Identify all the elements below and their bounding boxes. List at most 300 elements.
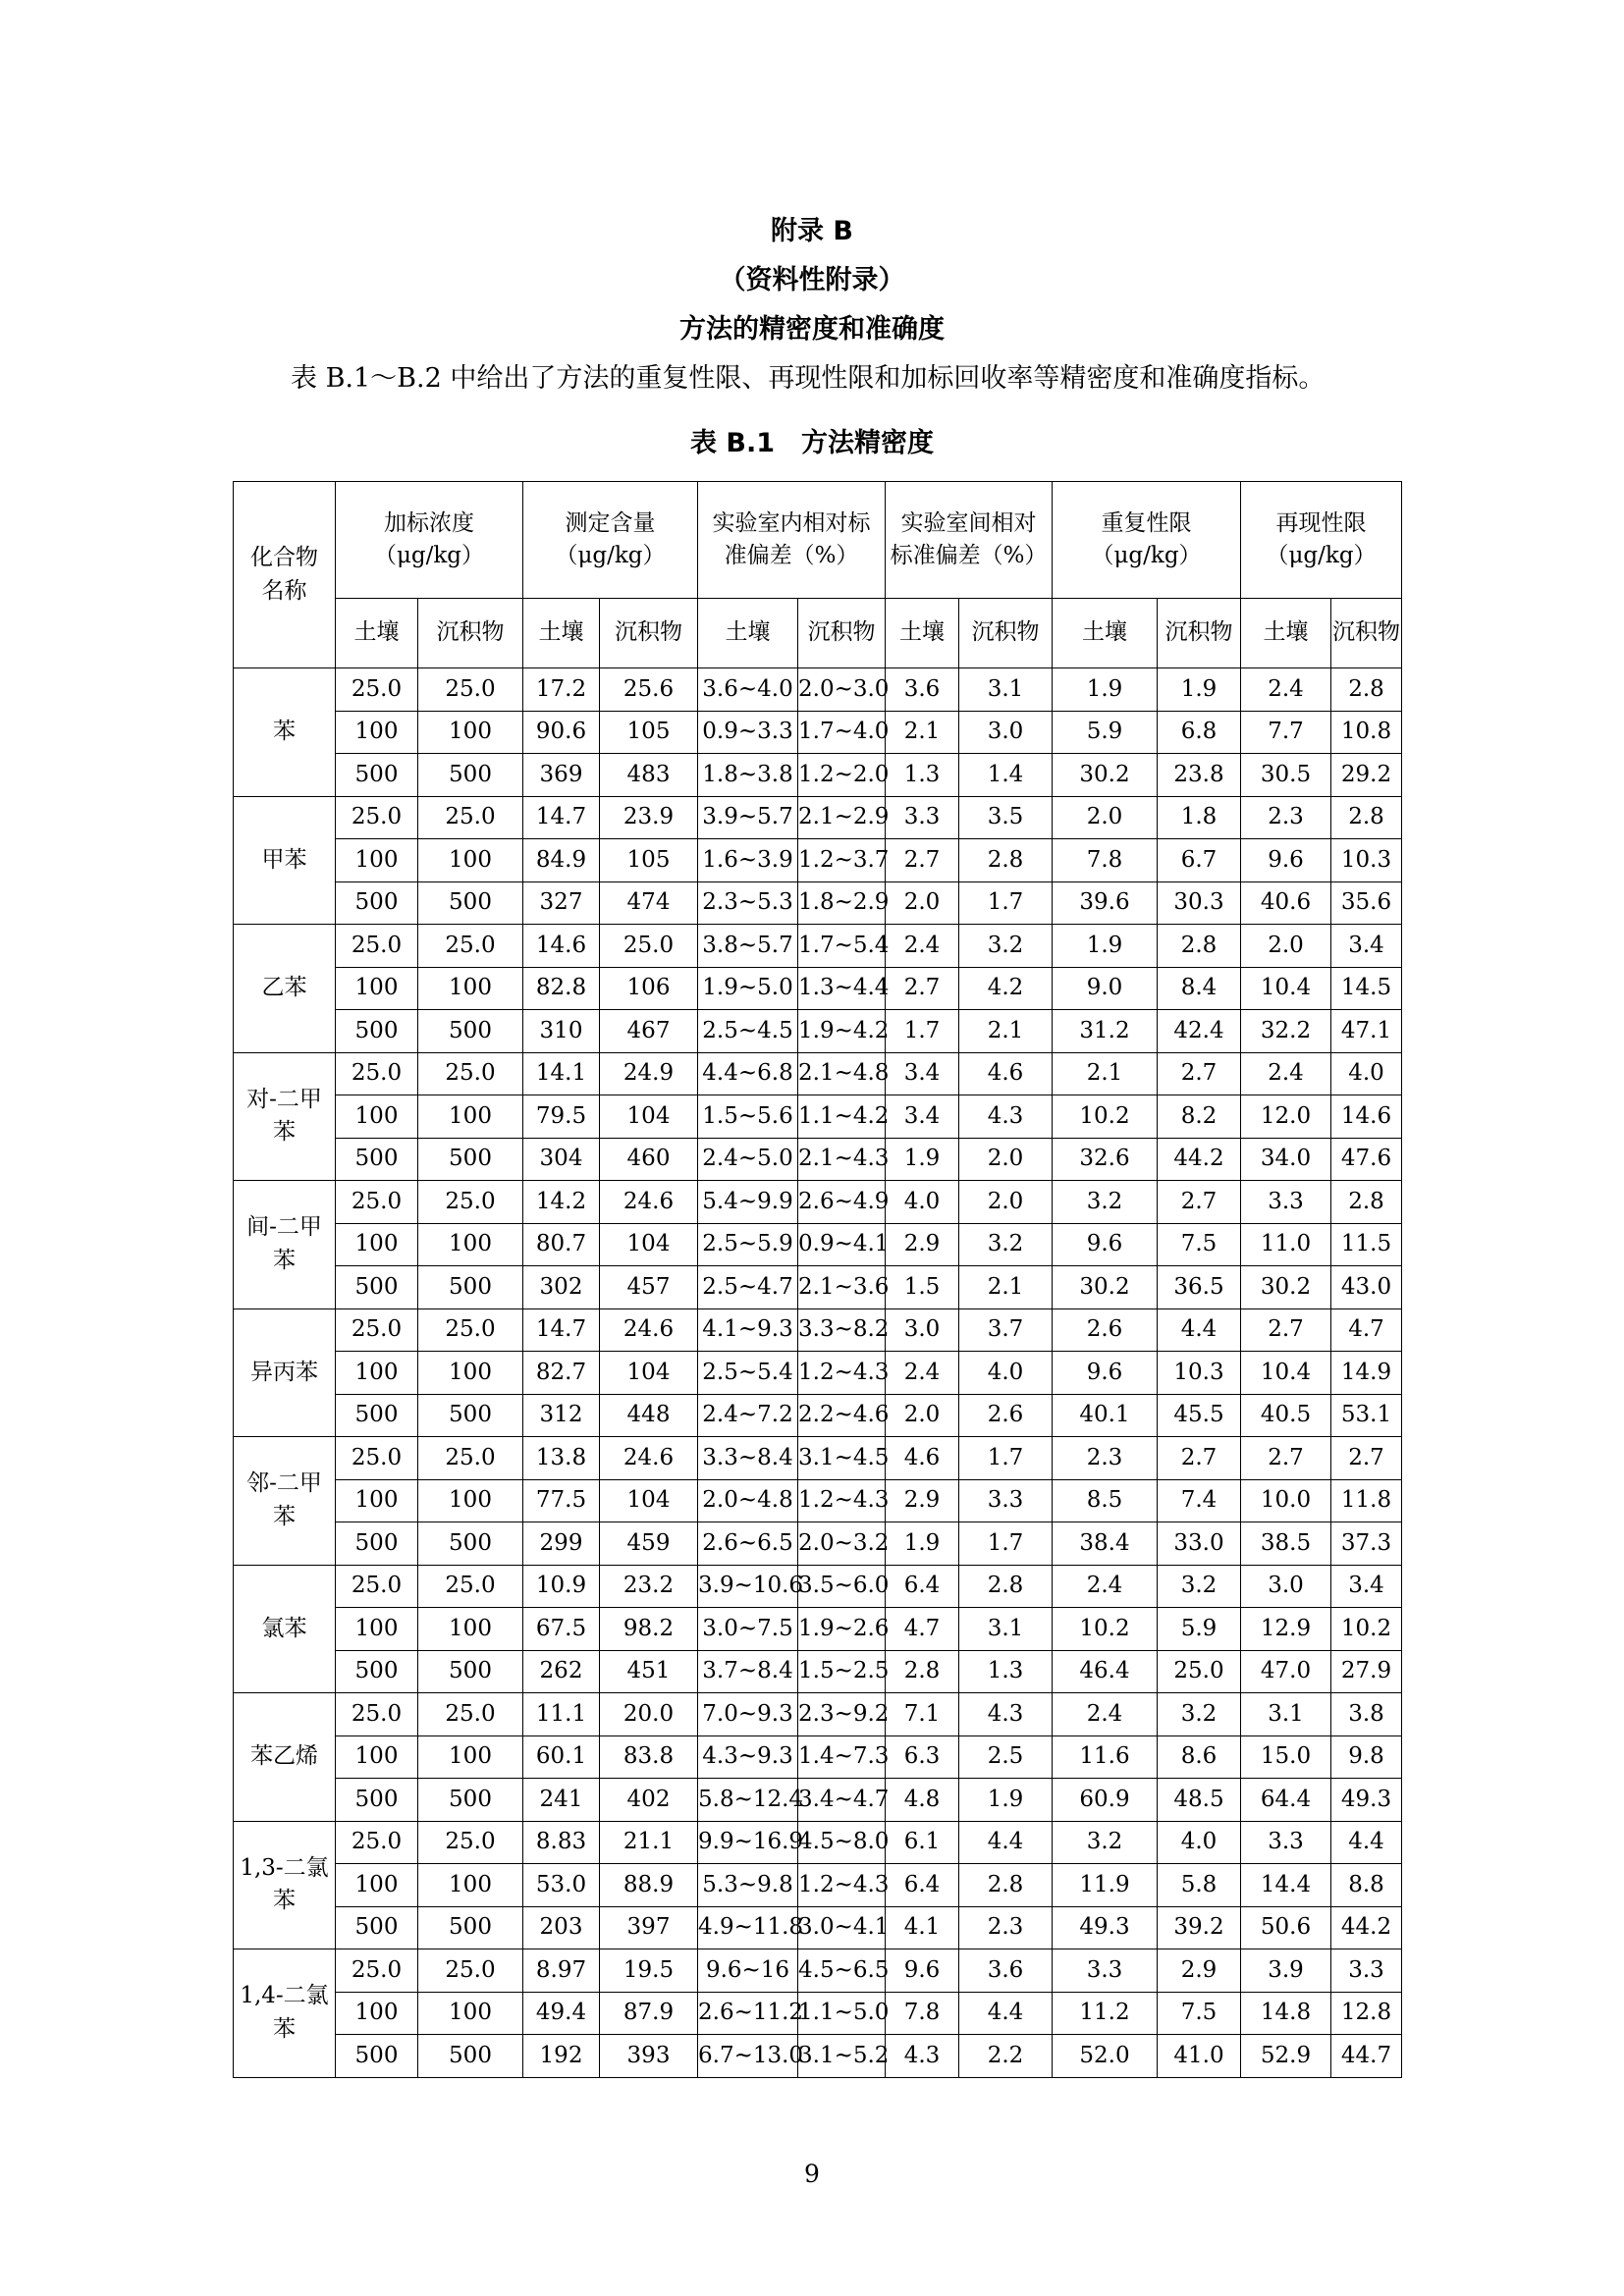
table-cell: 64.4 xyxy=(1241,1779,1331,1822)
table-cell: 3.6 xyxy=(886,668,959,712)
sub-header-cell: 沉积物 xyxy=(959,599,1053,668)
table-row xyxy=(234,1223,1402,1266)
table-cell: 25.0 xyxy=(336,1693,418,1736)
table-cell: 25.0 xyxy=(418,1437,523,1480)
table-cell: 4.2 xyxy=(959,967,1053,1010)
table-cell: 11.2 xyxy=(1053,1992,1158,2035)
table-cell: 402 xyxy=(600,1779,698,1822)
table-cell: 24.6 xyxy=(600,1437,698,1480)
sub-header-row xyxy=(234,599,1402,668)
table-cell: 10.3 xyxy=(1158,1352,1241,1395)
table-row xyxy=(234,668,1402,712)
table-cell: 1.8 xyxy=(1158,796,1241,839)
table-cell: 49.3 xyxy=(1331,1779,1402,1822)
table-cell: 39.6 xyxy=(1053,881,1158,925)
table-cell: 10.4 xyxy=(1241,1352,1331,1395)
table-cell: 7.8 xyxy=(886,1992,959,2035)
table-cell: 4.4 xyxy=(959,1821,1053,1864)
table-cell: 8.83 xyxy=(523,1821,600,1864)
table-caption: 表 B.1 方法精密度 xyxy=(689,428,935,458)
table-cell: 310 xyxy=(523,1010,600,1053)
table-cell: 2.1~3.6 xyxy=(798,1266,886,1309)
table-cell: 79.5 xyxy=(523,1095,600,1139)
table-cell: 3.0 xyxy=(959,711,1053,754)
table-cell: 25.0 xyxy=(336,1949,418,1993)
table-cell: 1.8~3.8 xyxy=(698,754,798,797)
table-cell: 25.0 xyxy=(336,1821,418,1864)
table-cell: 467 xyxy=(600,1010,698,1053)
table-cell: 3.2 xyxy=(1158,1565,1241,1608)
table-cell: 3.4 xyxy=(1331,1565,1402,1608)
table-cell: 2.1~4.8 xyxy=(798,1052,886,1095)
compound-name-cell xyxy=(234,796,336,925)
table-cell: 3.7 xyxy=(959,1308,1053,1352)
table-row xyxy=(234,1608,1402,1651)
table-cell: 474 xyxy=(600,881,698,925)
table-cell: 25.0 xyxy=(418,1308,523,1352)
table-cell: 6.7~13.0 xyxy=(698,2035,798,2078)
table-cell: 1.9~5.0 xyxy=(698,967,798,1010)
table-cell: 40.6 xyxy=(1241,881,1331,925)
table-cell: 24.9 xyxy=(600,1052,698,1095)
table-cell: 4.3 xyxy=(959,1693,1053,1736)
table-row xyxy=(234,1522,1402,1566)
table-cell: 2.1~4.3 xyxy=(798,1138,886,1181)
table-cell: 7.1 xyxy=(886,1693,959,1736)
compound-name-text: 苯 xyxy=(273,2015,296,2042)
compound-name-cell xyxy=(234,1437,336,1566)
table-cell: 100 xyxy=(336,1992,418,2035)
table-cell: 33.0 xyxy=(1158,1522,1241,1566)
table-cell: 38.5 xyxy=(1241,1522,1331,1566)
table-cell: 3.7~8.4 xyxy=(698,1650,798,1693)
table-cell: 500 xyxy=(418,754,523,797)
table-cell: 25.0 xyxy=(418,1693,523,1736)
table-cell: 100 xyxy=(336,967,418,1010)
table-cell: 100 xyxy=(336,1223,418,1266)
table-cell: 1.2~4.3 xyxy=(798,1479,886,1522)
table-row xyxy=(234,925,1402,968)
table-cell: 10.8 xyxy=(1331,711,1402,754)
table-cell: 4.5~6.5 xyxy=(798,1949,886,1993)
header-repeatability-limit: 重复性限 （μg/kg） xyxy=(1053,482,1241,599)
table-cell: 29.2 xyxy=(1331,754,1402,797)
table-cell: 3.1~5.2 xyxy=(798,2035,886,2078)
table-cell: 500 xyxy=(336,1394,418,1437)
compound-name-cell xyxy=(234,1693,336,1822)
table-cell: 2.3~9.2 xyxy=(798,1693,886,1736)
table-cell: 1.3 xyxy=(886,754,959,797)
table-cell: 44.7 xyxy=(1331,2035,1402,2078)
table-cell: 100 xyxy=(336,1608,418,1651)
table-cell: 104 xyxy=(600,1223,698,1266)
header-compound-line2: 名称 xyxy=(261,577,307,604)
table-cell: 3.3~8.2 xyxy=(798,1308,886,1352)
table-cell: 1.1~4.2 xyxy=(798,1095,886,1139)
table-cell: 4.4 xyxy=(1158,1308,1241,1352)
table-cell: 8.97 xyxy=(523,1949,600,1993)
table-row xyxy=(234,2035,1402,2078)
table-cell: 11.5 xyxy=(1331,1223,1402,1266)
table-cell: 5.4~9.9 xyxy=(698,1181,798,1224)
table-cell: 3.9 xyxy=(1241,1949,1331,1993)
table-cell: 104 xyxy=(600,1095,698,1139)
table-cell: 203 xyxy=(523,1906,600,1949)
table-cell: 2.4 xyxy=(1053,1693,1158,1736)
table-cell: 40.1 xyxy=(1053,1394,1158,1437)
table-cell: 38.4 xyxy=(1053,1522,1158,1566)
table-cell: 98.2 xyxy=(600,1608,698,1651)
table-cell: 36.5 xyxy=(1158,1266,1241,1309)
table-cell: 8.5 xyxy=(1053,1479,1158,1522)
table-cell: 1.4 xyxy=(959,754,1053,797)
table-row xyxy=(234,1352,1402,1395)
table-cell: 23.2 xyxy=(600,1565,698,1608)
table-cell: 60.9 xyxy=(1053,1779,1158,1822)
table-cell: 1.9 xyxy=(959,1779,1053,1822)
table-cell: 3.1~4.5 xyxy=(798,1437,886,1480)
table-cell: 1.7 xyxy=(959,881,1053,925)
table-cell: 2.4 xyxy=(1241,1052,1331,1095)
precision-table-container xyxy=(233,481,1401,2078)
table-row xyxy=(234,1308,1402,1352)
table-cell: 100 xyxy=(336,839,418,882)
table-row xyxy=(234,1735,1402,1779)
table-cell: 41.0 xyxy=(1158,2035,1241,2078)
table-cell: 14.4 xyxy=(1241,1864,1331,1907)
table-cell: 3.0 xyxy=(1241,1565,1331,1608)
table-cell: 1.7 xyxy=(959,1522,1053,1566)
table-cell: 9.6~16 xyxy=(698,1949,798,1993)
table-cell: 106 xyxy=(600,967,698,1010)
compound-name-cell xyxy=(234,1052,336,1181)
table-cell: 369 xyxy=(523,754,600,797)
table-row xyxy=(234,1693,1402,1736)
table-cell: 5.3~9.8 xyxy=(698,1864,798,1907)
table-body xyxy=(234,668,1402,2078)
table-cell: 14.9 xyxy=(1331,1352,1402,1395)
table-cell: 459 xyxy=(600,1522,698,1566)
table-cell: 2.7 xyxy=(1158,1437,1241,1480)
table-cell: 4.6 xyxy=(959,1052,1053,1095)
table-cell: 9.6 xyxy=(1241,839,1331,882)
section-title: 方法的精密度和准确度 xyxy=(679,314,945,345)
table-cell: 1.9 xyxy=(886,1138,959,1181)
table-cell: 2.7 xyxy=(886,967,959,1010)
table-cell: 105 xyxy=(600,839,698,882)
table-cell: 1.9 xyxy=(1158,668,1241,712)
header-compound-line1: 化合物 xyxy=(250,545,318,571)
table-cell: 4.7 xyxy=(886,1608,959,1651)
table-row xyxy=(234,711,1402,754)
table-cell: 4.0 xyxy=(1158,1821,1241,1864)
table-row xyxy=(234,1181,1402,1224)
compound-name-cell xyxy=(234,1181,336,1309)
table-cell: 44.2 xyxy=(1331,1906,1402,1949)
table-row xyxy=(234,1052,1402,1095)
table-cell: 4.5~8.0 xyxy=(798,1821,886,1864)
table-cell: 500 xyxy=(336,2035,418,2078)
table-cell: 14.6 xyxy=(523,925,600,968)
table-cell: 2.7 xyxy=(1158,1181,1241,1224)
table-row xyxy=(234,796,1402,839)
compound-name-text: 苯乙烯 xyxy=(250,1743,318,1770)
table-cell: 2.7 xyxy=(1241,1308,1331,1352)
table-cell: 9.0 xyxy=(1053,967,1158,1010)
table-cell: 2.1 xyxy=(886,711,959,754)
compound-name-text: 乙苯 xyxy=(261,975,307,1001)
table-cell: 60.1 xyxy=(523,1735,600,1779)
table-cell: 25.0 xyxy=(336,925,418,968)
table-cell: 100 xyxy=(336,1864,418,1907)
table-cell: 24.6 xyxy=(600,1181,698,1224)
table-cell: 3.5~6.0 xyxy=(798,1565,886,1608)
table-cell: 100 xyxy=(418,1479,523,1522)
table-cell: 25.6 xyxy=(600,668,698,712)
table-cell: 32.6 xyxy=(1053,1138,1158,1181)
table-cell: 25.0 xyxy=(336,1437,418,1480)
table-row xyxy=(234,1949,1402,1993)
table-cell: 25.0 xyxy=(418,1181,523,1224)
table-cell: 4.0 xyxy=(959,1352,1053,1395)
table-cell: 84.9 xyxy=(523,839,600,882)
compound-name-text: 苯 xyxy=(273,1888,296,1914)
table-cell: 3.0 xyxy=(886,1308,959,1352)
sub-header-cell: 沉积物 xyxy=(1331,599,1402,668)
table-cell: 500 xyxy=(336,1779,418,1822)
table-cell: 500 xyxy=(418,1394,523,1437)
table-row xyxy=(234,1821,1402,1864)
table-row xyxy=(234,1565,1402,1608)
table-cell: 3.2 xyxy=(959,1223,1053,1266)
table-cell: 25.0 xyxy=(418,925,523,968)
table-cell: 304 xyxy=(523,1138,600,1181)
table-cell: 2.0~4.8 xyxy=(698,1479,798,1522)
table-cell: 2.7 xyxy=(886,839,959,882)
table-cell: 1.5~2.5 xyxy=(798,1650,886,1693)
table-cell: 9.6 xyxy=(1053,1352,1158,1395)
table-row xyxy=(234,1266,1402,1309)
table-cell: 3.2 xyxy=(1053,1821,1158,1864)
table-cell: 53.0 xyxy=(523,1864,600,1907)
compound-name-cell xyxy=(234,1949,336,2078)
table-cell: 2.8 xyxy=(1158,925,1241,968)
table-cell: 2.0~3.0 xyxy=(798,668,886,712)
table-cell: 1.5 xyxy=(886,1266,959,1309)
table-cell: 4.3~9.3 xyxy=(698,1735,798,1779)
table-cell: 1.5~5.6 xyxy=(698,1095,798,1139)
table-cell: 25.0 xyxy=(418,1949,523,1993)
table-cell: 2.3 xyxy=(1241,796,1331,839)
table-cell: 48.5 xyxy=(1158,1779,1241,1822)
table-row xyxy=(234,1479,1402,1522)
table-row xyxy=(234,754,1402,797)
table-cell: 2.9 xyxy=(886,1223,959,1266)
table-cell: 17.2 xyxy=(523,668,600,712)
table-cell: 30.3 xyxy=(1158,881,1241,925)
table-cell: 2.2 xyxy=(959,2035,1053,2078)
table-cell: 3.9~10.6 xyxy=(698,1565,798,1608)
compound-name-text: 氯苯 xyxy=(261,1615,307,1641)
table-cell: 6.4 xyxy=(886,1565,959,1608)
table-cell: 100 xyxy=(418,1223,523,1266)
table-row xyxy=(234,1095,1402,1139)
table-cell: 30.2 xyxy=(1053,754,1158,797)
table-cell: 500 xyxy=(418,1906,523,1949)
table-cell: 7.8 xyxy=(1053,839,1158,882)
table-cell: 2.6~6.5 xyxy=(698,1522,798,1566)
table-cell: 2.0 xyxy=(1241,925,1331,968)
table-cell: 10.0 xyxy=(1241,1479,1331,1522)
table-cell: 4.4 xyxy=(1331,1821,1402,1864)
table-cell: 1.2~4.3 xyxy=(798,1352,886,1395)
table-cell: 3.9~5.7 xyxy=(698,796,798,839)
table-cell: 100 xyxy=(336,1095,418,1139)
table-cell: 52.9 xyxy=(1241,2035,1331,2078)
table-cell: 10.9 xyxy=(523,1565,600,1608)
table-cell: 2.1~2.9 xyxy=(798,796,886,839)
table-cell: 15.0 xyxy=(1241,1735,1331,1779)
table-cell: 9.9~16.9 xyxy=(698,1821,798,1864)
table-cell: 4.4~6.8 xyxy=(698,1052,798,1095)
table-cell: 2.9 xyxy=(1158,1949,1241,1993)
compound-name-cell xyxy=(234,1565,336,1693)
table-cell: 3.3 xyxy=(1241,1181,1331,1224)
table-cell: 23.9 xyxy=(600,796,698,839)
table-cell: 9.6 xyxy=(1053,1223,1158,1266)
table-cell: 21.1 xyxy=(600,1821,698,1864)
sub-header-cell: 土壤 xyxy=(523,599,600,668)
table-cell: 40.5 xyxy=(1241,1394,1331,1437)
table-cell: 2.5 xyxy=(959,1735,1053,1779)
table-cell: 1.7~5.4 xyxy=(798,925,886,968)
table-cell: 25.0 xyxy=(336,1181,418,1224)
table-cell: 2.0 xyxy=(959,1181,1053,1224)
table-header xyxy=(234,482,1402,668)
table-cell: 1.7 xyxy=(886,1010,959,1053)
table-cell: 9.8 xyxy=(1331,1735,1402,1779)
table-cell: 25.0 xyxy=(418,668,523,712)
table-cell: 14.7 xyxy=(523,1308,600,1352)
compound-name-text: 1,3-二氯 xyxy=(240,1854,329,1881)
table-cell: 67.5 xyxy=(523,1608,600,1651)
table-row xyxy=(234,1864,1402,1907)
table-cell: 4.3 xyxy=(886,2035,959,2078)
table-cell: 1.2~2.0 xyxy=(798,754,886,797)
table-cell: 4.4 xyxy=(959,1992,1053,2035)
table-cell: 100 xyxy=(418,1992,523,2035)
table-cell: 30.2 xyxy=(1053,1266,1158,1309)
table-cell: 6.7 xyxy=(1158,839,1241,882)
table-cell: 25.0 xyxy=(336,796,418,839)
table-cell: 2.5~4.7 xyxy=(698,1266,798,1309)
table-cell: 3.4 xyxy=(886,1052,959,1095)
table-cell: 2.8 xyxy=(886,1650,959,1693)
table-cell: 34.0 xyxy=(1241,1138,1331,1181)
table-cell: 47.1 xyxy=(1331,1010,1402,1053)
table-cell: 397 xyxy=(600,1906,698,1949)
table-cell: 500 xyxy=(336,1650,418,1693)
table-cell: 82.8 xyxy=(523,967,600,1010)
table-cell: 25.0 xyxy=(336,668,418,712)
table-cell: 100 xyxy=(418,1735,523,1779)
intro-paragraph: 表 B.1～B.2 中给出了方法的重复性限、再现性限和加标回收率等精密度和准确度指标。 xyxy=(291,363,1326,394)
table-cell: 500 xyxy=(418,881,523,925)
table-cell: 2.1 xyxy=(1053,1052,1158,1095)
table-cell: 2.7 xyxy=(1241,1437,1331,1480)
sub-header-cell: 沉积物 xyxy=(1158,599,1241,668)
table-cell: 302 xyxy=(523,1266,600,1309)
table-cell: 49.4 xyxy=(523,1992,600,2035)
table-cell: 11.1 xyxy=(523,1693,600,1736)
table-cell: 3.4~4.7 xyxy=(798,1779,886,1822)
table-cell: 77.5 xyxy=(523,1479,600,1522)
table-cell: 500 xyxy=(418,1010,523,1053)
table-cell: 2.0 xyxy=(1053,796,1158,839)
table-cell: 10.3 xyxy=(1331,839,1402,882)
compound-name-text: 苯 xyxy=(273,1119,296,1146)
table-cell: 2.5~4.5 xyxy=(698,1010,798,1053)
table-cell: 1.7 xyxy=(959,1437,1053,1480)
table-cell: 4.9~11.8 xyxy=(698,1906,798,1949)
sub-header-cell: 土壤 xyxy=(886,599,959,668)
table-cell: 3.6~4.0 xyxy=(698,668,798,712)
compound-name-cell xyxy=(234,925,336,1053)
table-cell: 30.2 xyxy=(1241,1266,1331,1309)
table-cell: 500 xyxy=(418,1266,523,1309)
table-cell: 14.1 xyxy=(523,1052,600,1095)
table-cell: 10.2 xyxy=(1053,1608,1158,1651)
table-cell: 393 xyxy=(600,2035,698,2078)
table-cell: 7.4 xyxy=(1158,1479,1241,1522)
table-cell: 451 xyxy=(600,1650,698,1693)
table-row xyxy=(234,1992,1402,2035)
table-cell: 3.3 xyxy=(1053,1949,1158,1993)
table-cell: 2.6~11.2 xyxy=(698,1992,798,2035)
table-cell: 483 xyxy=(600,754,698,797)
table-cell: 2.3~5.3 xyxy=(698,881,798,925)
table-cell: 500 xyxy=(418,1779,523,1822)
table-cell: 1.9 xyxy=(886,1522,959,1566)
table-cell: 46.4 xyxy=(1053,1650,1158,1693)
table-cell: 500 xyxy=(336,1266,418,1309)
table-cell: 2.7 xyxy=(1331,1437,1402,1480)
table-row xyxy=(234,1010,1402,1053)
table-cell: 8.8 xyxy=(1331,1864,1402,1907)
table-cell: 53.1 xyxy=(1331,1394,1402,1437)
table-cell: 88.9 xyxy=(600,1864,698,1907)
table-cell: 2.8 xyxy=(959,1565,1053,1608)
table-cell: 2.6 xyxy=(1053,1308,1158,1352)
table-cell: 3.0~4.1 xyxy=(798,1906,886,1949)
precision-table xyxy=(233,481,1402,2078)
table-cell: 1.1~5.0 xyxy=(798,1992,886,2035)
table-cell: 80.7 xyxy=(523,1223,600,1266)
table-cell: 100 xyxy=(418,839,523,882)
table-cell: 8.2 xyxy=(1158,1095,1241,1139)
table-cell: 100 xyxy=(418,1608,523,1651)
table-cell: 104 xyxy=(600,1479,698,1522)
table-cell: 3.1 xyxy=(959,668,1053,712)
table-cell: 2.4 xyxy=(1241,668,1331,712)
table-cell: 25.0 xyxy=(1158,1650,1241,1693)
compound-name-text: 苯 xyxy=(273,1247,296,1273)
sub-header-cell: 土壤 xyxy=(1053,599,1158,668)
table-cell: 11.0 xyxy=(1241,1223,1331,1266)
table-cell: 500 xyxy=(418,2035,523,2078)
table-cell: 47.0 xyxy=(1241,1650,1331,1693)
table-cell: 262 xyxy=(523,1650,600,1693)
